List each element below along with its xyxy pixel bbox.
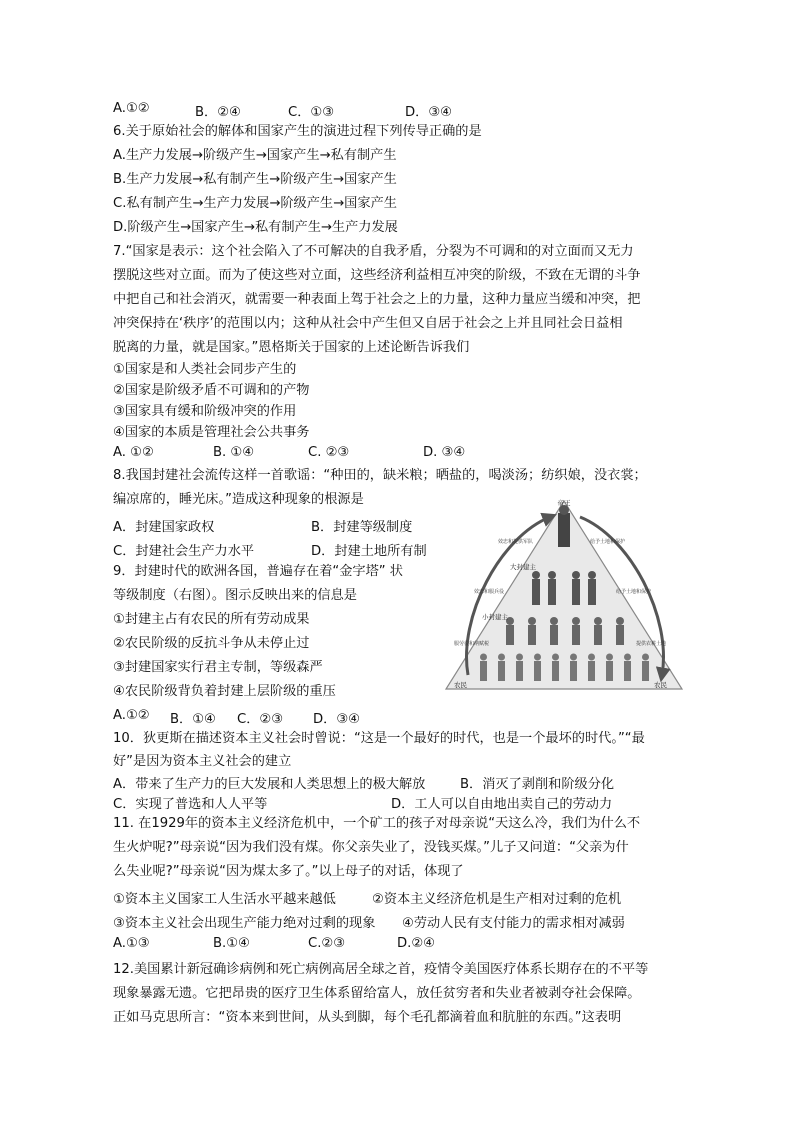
q7-stem-line: 摆脱这些对立面。而为了使这些对立面，这些经济利益相互冲突的阶级，不致在无谓的斗争 (113, 268, 641, 283)
q7-stem-line: 中把自己和社会消灭，就需要一种表面上驾于社会之上的力量，这种力量应当缓和冲突，把 (113, 292, 641, 307)
q11-option-b: B.①④ (213, 936, 250, 951)
q12-stem-line: 现象暴露无遗。它把昂贵的医疗卫生体系留给富人，放任贫穷者和失业者被剥夺社会保障。 (113, 986, 641, 1001)
q9-statement-1: ①封建主占有农民的所有劳动成果 (113, 612, 310, 627)
q7-option-d: D. ③④ (423, 445, 466, 460)
left-label-3: 服劳役和纳赋税 (454, 641, 490, 647)
q10-option-c: C．实现了普选和人人平等 (113, 797, 268, 812)
q9-statement-3: ③封建国家实行君主专制，等级森严 (113, 660, 323, 675)
right-label-3: 提供农耕土地 (636, 641, 667, 647)
q10-option-d: D．工人可以自由地出卖自己的劳动力 (391, 797, 613, 812)
q11-statement-2: ②资本主义经济危机是生产相对过剩的危机 (372, 892, 622, 907)
feudal-pyramid-figure (440, 497, 688, 697)
q11-option-a: A.①③ (113, 936, 150, 951)
q6-option-a: A.生产力发展→阶级产生→国家产生→私有制产生 (113, 148, 397, 163)
q11-stem-line: 么失业呢?”母亲说“因为煤太多了。”以上母子的对话，体现了 (113, 864, 464, 879)
q9-stem-line: 等级制度（右图）。图示反映出来的信息是 (113, 588, 357, 603)
left-label-2: 效忠和服兵役 (474, 589, 505, 595)
q11-statement-4: ④劳动人民有支付能力的需求相对减弱 (402, 916, 625, 931)
level-label-small-lord: 小封建主 (482, 613, 508, 621)
q9-option-b: B．①④ (170, 712, 216, 727)
q8-option-c: C．封建社会生产力水平 (113, 544, 255, 559)
q11-option-c: C.②③ (308, 936, 346, 951)
q7-stem-line: 7.“国家是表示：这个社会陷入了不可解决的自我矛盾，分裂为不可调和的对立面而又无力 (113, 244, 634, 259)
q7-stem-line: 脱离的力量，就是国家。”恩格斯关于国家的上述论断告诉我们 (113, 340, 470, 355)
king-figure (558, 505, 570, 547)
q7-statement-3: ③国家具有缓和阶级冲突的作用 (113, 404, 297, 419)
q10-option-b: B．消灭了剥削和阶级分化 (460, 777, 615, 792)
q6-option-b: B.生产力发展→私有制产生→阶级产生→国家产生 (113, 172, 397, 187)
q7-statement-4: ④国家的本质是管理社会公共事务 (113, 425, 310, 440)
q5-option-c: C．①③ (288, 105, 335, 120)
q11-option-d: D.②④ (397, 936, 435, 951)
q7-option-c: C. ②③ (308, 445, 350, 460)
q8-option-b: B．封建等级制度 (311, 520, 413, 535)
q5-option-b: B．②④ (195, 105, 241, 120)
q11-stem-line: 生火炉呢?”母亲说“因为我们没有煤。你父亲失业了，没钱买煤。”儿子又问道：“父亲为什 (113, 840, 629, 855)
q7-statement-1: ①国家是和人类社会同步产生的 (113, 362, 297, 377)
q10-stem-line: 好”是因为资本主义社会的建立 (113, 754, 292, 769)
q9-option-c: C．②③ (237, 712, 284, 727)
q9-statement-2: ②农民阶级的反抗斗争从未停止过 (113, 636, 310, 651)
right-label-1: 给予土地和保护 (590, 539, 626, 545)
q6-option-c: C.私有制产生→生产力发展→阶级产生→国家产生 (113, 196, 397, 211)
level-label-king: 帝王 (557, 499, 571, 507)
right-label-2: 给予土地和保护 (616, 589, 652, 595)
q7-stem-line: 冲突保持在‘秩序’的范围以内；这种从社会中产生但又自居于社会之上并且同社会日益相 (113, 316, 623, 331)
level-label-peasant-right: 农民 (654, 681, 667, 689)
q10-option-a: A．带来了生产力的巨大发展和人类思想上的极大解放 (113, 777, 426, 792)
left-label-1: 效忠和提供军队 (498, 539, 534, 545)
q8-option-d: D．封建土地所有制 (311, 544, 427, 559)
q9-stem-line: 9．封建时代的欧洲各国，普遍存在着“金字塔” 状 (113, 564, 403, 579)
q9-statement-4: ④农民阶级背负着封建上层阶级的重压 (113, 684, 336, 699)
q10-stem-line: 10．狄更斯在描述资本主义社会时曾说：“这是一个最好的时代，也是一个最坏的时代。”“最 (113, 731, 645, 746)
q11-statement-3: ③资本主义社会出现生产能力绝对过剩的现象 (113, 916, 376, 931)
q5-option-a: A.①② (113, 101, 150, 116)
q6-option-d: D.阶级产生→国家产生→私有制产生→生产力发展 (113, 220, 398, 235)
level-label-peasant-left: 农民 (454, 681, 467, 689)
q7-option-a: A. ①② (113, 445, 154, 460)
q9-option-a: A.①② (113, 708, 150, 723)
q6-stem: 6.关于原始社会的解体和国家产生的演进过程下列传导正确的是 (113, 124, 482, 139)
q8-option-a: A．封建国家政权 (113, 520, 215, 535)
q5-option-d: D．③④ (405, 105, 452, 120)
q7-option-b: B. ①④ (213, 445, 255, 460)
q7-statement-2: ②国家是阶级矛盾不可调和的产物 (113, 383, 310, 398)
q12-stem-line: 12.美国累计新冠确诊病例和死亡病例高居全球之首，疫情令美国医疗体系长期存在的不平等 (113, 962, 649, 977)
q8-stem-line: 编凉席的，睡光床。”造成这种现象的根源是 (113, 492, 364, 507)
q8-stem-line: 8.我国封建社会流传这样一首歌谣：“种田的，缺米粮；晒盐的，喝淡汤；纺织娘，没衣裳； (113, 468, 647, 483)
level-label-great-lord: 大封建主 (510, 563, 536, 571)
q9-option-d: D．③④ (313, 712, 360, 727)
q12-stem-line: 正如马克思所言：“资本来到世间，从头到脚，每个毛孔都滴着血和肮脏的东西。”这表明 (113, 1010, 622, 1025)
q11-statement-1: ①资本主义国家工人生活水平越来越低 (113, 892, 336, 907)
q11-stem-line: 11. 在1929年的资本主义经济危机中，一个矿工的孩子对母亲说“天这么冷，我们为什么不 (113, 816, 641, 831)
